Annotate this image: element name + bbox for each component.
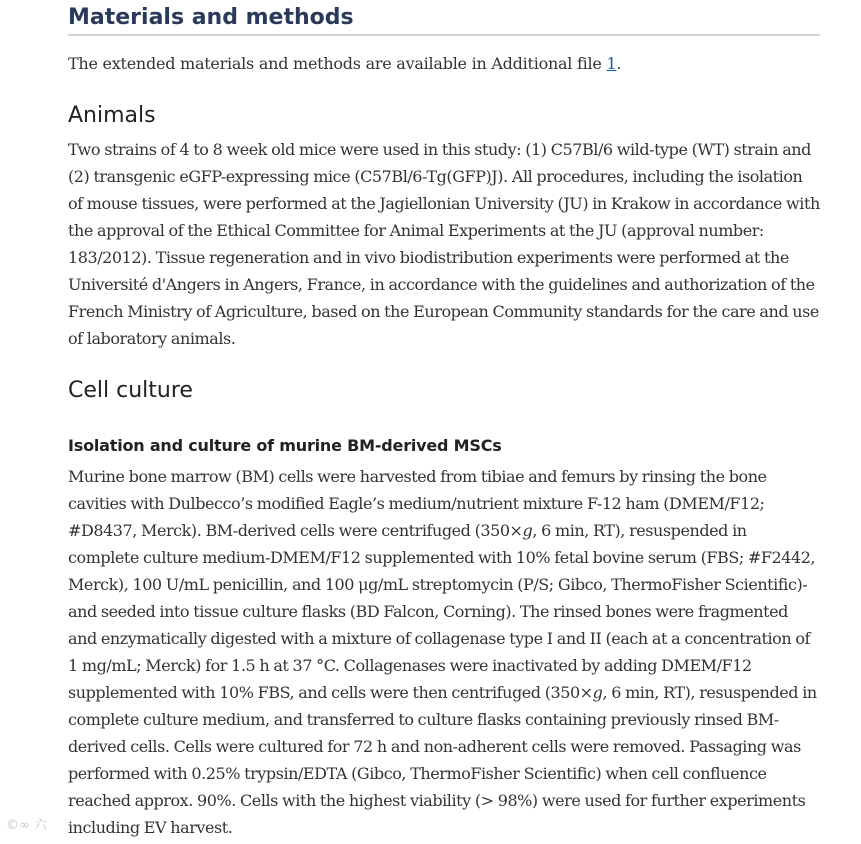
- isolation-text-1: Murine bone marrow (BM) cells were harvested from tibiae and femurs by rinsing the bone cavities with Dulbecco’s modified Eagle’s medium/nutrient mixture F-12 ham (DMEM/F12; #D8437, Merck). BM-derived cells were centrifuged (350×: [68, 467, 767, 540]
- additional-file-link[interactable]: 1: [606, 54, 617, 73]
- intro-text: The extended materials and methods are available in Additional file: [68, 54, 607, 73]
- isolation-paragraph: [68, 463, 820, 841]
- intro-paragraph: [68, 50, 820, 77]
- cell-culture-heading: Cell culture: [68, 378, 193, 403]
- italic-g-2: g: [592, 683, 603, 702]
- watermark: ©∞ 六: [6, 818, 47, 833]
- animals-paragraph: Two strains of 4 to 8 week old mice were used in this study: (1) C57Bl/6 wild-type (WT) strain and (2) transgenic eGFP-expressing mice (C57Bl/6-Tg(GFP)J). All procedures, including the isolation of mouse tissues, were performed at the Jagiellonian University (JU) in Krakow in accordance with the approval of the Ethical Committee for Animal Experiments at the JU (approval number: 183/2012). Tissue regeneration and in vivo biodistribution experiments were performed at the Université d'Angers in Angers, France, in accordance with the guidelines and authorization of the French Ministry of Agriculture, based on the European Community standards for the care and use of laboratory animals.: [68, 140, 820, 348]
- animals-heading: Animals: [68, 103, 156, 128]
- italic-g-1: g: [522, 521, 533, 540]
- article: [68, 0, 820, 841]
- isolation-text-2: , 6 min, RT), resuspended in complete culture medium-DMEM/F12 supplemented with 10% fetal bovine serum (FBS; #F2442, Merck), 100 U/mL penicillin, and 100 μg/mL streptomycin (P/S; Gibco, ThermoFisher Scientific)-and seeded into tissue culture flasks (BD Falcon, Corning). The rinsed bones were fragmented and enzymatically digested with a mixture of collagenase type I and II (each at a concentration of 1 mg/mL; Merck) for 1.5 h at 37 °C. Collagenases were inactivated by adding DMEM/F12 supplemented with 10% FBS, and cells were then centrifuged (350×: [68, 521, 816, 702]
- isolation-text-3: , 6 min, RT), resuspended in complete culture medium, and transferred to culture flasks containing previously rinsed BM-derived cells. Cells were cultured for 72 h and non-adherent cells were removed. Passaging was performed with 0.25% trypsin/EDTA (Gibco, ThermoFisher Scientific) when cell confluence reached approx. 90%. Cells with the highest viability (> 98%) were used for further experiments including EV harvest.: [68, 683, 817, 837]
- section-title: Materials and methods: [68, 0, 820, 36]
- isolation-subheading: Isolation and culture of murine BM-derived MSCs: [68, 436, 502, 455]
- intro-suffix: .: [616, 54, 622, 73]
